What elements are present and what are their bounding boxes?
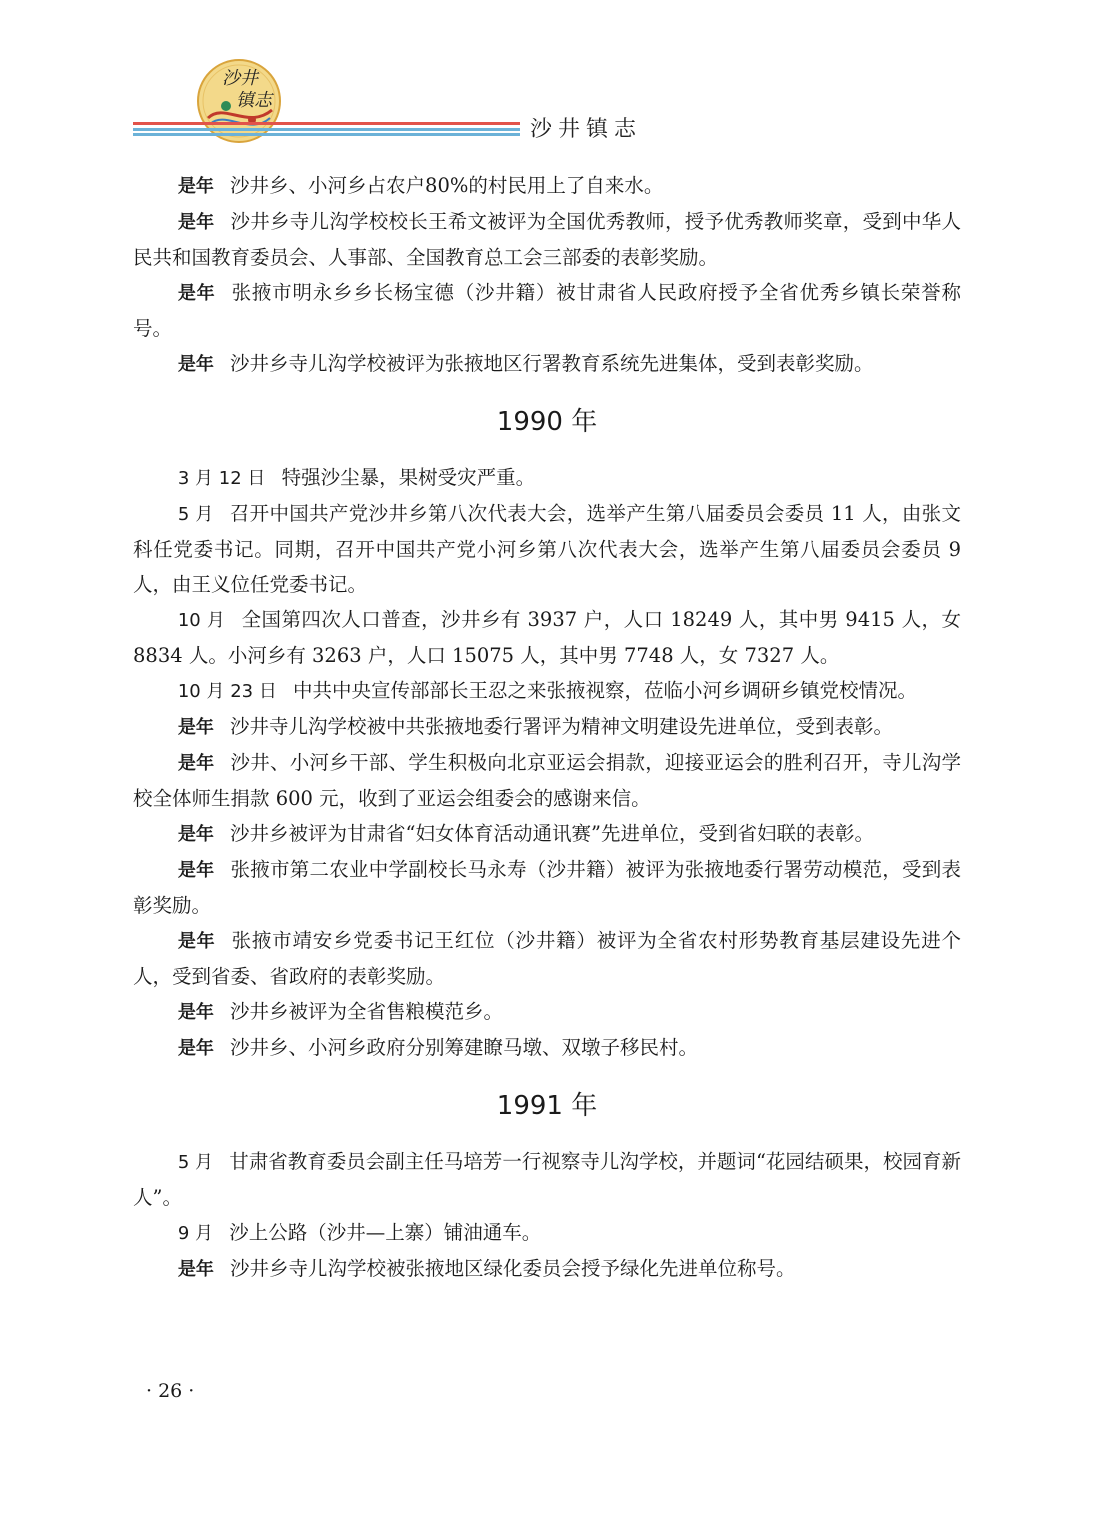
chronicle-entry xyxy=(133,602,961,673)
entry-year-tag: 是年 xyxy=(177,860,215,881)
entry-text: 沙井、小河乡干部、学生积极向北京亚运会捐款，迎接亚运会的胜利召开，寺儿沟学校全体师生捐款 600 元，收到了亚运会组委会的感谢来信。 xyxy=(133,751,961,810)
chronicle-entry xyxy=(133,204,961,275)
chronicle-entry xyxy=(133,168,961,204)
header-rule-blue xyxy=(133,128,520,131)
entry-text: 沙井乡、小河乡占农户80%的村民用上了自来水。 xyxy=(230,174,664,197)
chronicle-entry xyxy=(133,1215,961,1251)
entry-text: 沙井乡寺儿沟学校被张掖地区绿化委员会授予绿化先进单位称号。 xyxy=(230,1257,796,1280)
chronicle-entry xyxy=(133,275,961,346)
entry-text: 张掖市第二农业中学副校长马永寿（沙井籍）被评为张掖地委行署劳动模范，受到表彰奖励。 xyxy=(133,858,961,917)
page-header xyxy=(0,0,1093,150)
entry-text: 张掖市靖安乡党委书记王红位（沙井籍）被评为全省农村形势教育基层建设先进个人，受到省委、省政府的表彰奖励。 xyxy=(133,929,961,988)
entry-text: 特强沙尘暴，果树受灾严重。 xyxy=(281,466,536,489)
chronicle-content xyxy=(133,168,961,1287)
chronicle-entry xyxy=(133,496,961,602)
entry-date: 5 月 xyxy=(177,1152,214,1173)
chronicle-entry xyxy=(133,852,961,923)
entry-text: 全国第四次人口普查，沙井乡有 3937 户，人口 18249 人，其中男 9415 人，女 8834 人。小河乡有 3263 户，人口 15075 人，其中男 7748 人，女 7327 人。 xyxy=(133,608,961,667)
entry-text: 沙井乡被评为全省售粮模范乡。 xyxy=(230,1000,504,1023)
entry-text: 召开中国共产党沙井乡第八次代表大会，选举产生第八届委员会委员 11 人，由张文科任党委书记。同期，召开中国共产党小河乡第八次代表大会，选举产生第八届委员会委员 9 人，由王义位任党委书记。 xyxy=(133,502,961,596)
entry-date: 3 月 12 日 xyxy=(177,468,266,489)
entry-date: 10 月 xyxy=(177,610,226,631)
chronicle-entry xyxy=(133,709,961,745)
entry-year-tag: 是年 xyxy=(177,1002,214,1023)
entry-year-tag: 是年 xyxy=(177,354,214,375)
entry-year-tag: 是年 xyxy=(177,824,214,845)
entry-year-tag: 是年 xyxy=(177,753,215,774)
entry-text: 沙井乡寺儿沟学校校长王希文被评为全国优秀教师，授予优秀教师奖章，受到中华人民共和国教育委员会、人事部、全国教育总工会三部委的表彰奖励。 xyxy=(133,210,961,269)
entry-year-tag: 是年 xyxy=(177,931,216,952)
logo-text-line2: 镇志 xyxy=(236,90,272,111)
chronicle-entry xyxy=(133,460,961,496)
chronicle-entry xyxy=(133,745,961,816)
entry-date: 5 月 xyxy=(177,504,214,525)
entry-year-tag: 是年 xyxy=(177,176,214,197)
entry-text: 沙井寺儿沟学校被中共张掖地委行署评为精神文明建设先进单位，受到表彰。 xyxy=(230,715,894,738)
chronicle-entry xyxy=(133,816,961,852)
entry-text: 沙井乡被评为甘肃省“妇女体育活动通讯赛”先进单位，受到省妇联的表彰。 xyxy=(230,822,874,845)
entry-year-tag: 是年 xyxy=(177,283,216,304)
year-heading: 1991 年 xyxy=(496,1091,598,1121)
year-heading: 1990 年 xyxy=(496,407,598,437)
running-title: 沙井镇志 xyxy=(530,117,643,142)
page-number: · 26 · xyxy=(146,1380,195,1402)
header-rule-blue-2 xyxy=(133,133,520,136)
entry-year-tag: 是年 xyxy=(177,1038,214,1059)
chronicle-entry xyxy=(133,1251,961,1287)
entry-text: 沙井乡、小河乡政府分别筹建瞭马墩、双墩子移民村。 xyxy=(230,1036,699,1059)
chronicle-entry xyxy=(133,1030,961,1066)
chronicle-entry xyxy=(133,923,961,994)
entry-text: 沙上公路（沙井—上寨）铺油通车。 xyxy=(229,1221,542,1244)
entry-year-tag: 是年 xyxy=(177,1259,214,1280)
header-rule-red xyxy=(133,122,520,125)
entry-year-tag: 是年 xyxy=(177,212,215,233)
entry-text: 甘肃省教育委员会副主任马培芳一行视察寺儿沟学校，并题词“花园结硕果，校园育新人”。 xyxy=(133,1150,961,1209)
entry-text: 中共中央宣传部部长王忍之来张掖视察，莅临小河乡调研乡镇党校情况。 xyxy=(293,679,918,702)
chronicle-entry xyxy=(133,994,961,1030)
entry-date: 9 月 xyxy=(177,1223,214,1244)
entry-text: 沙井乡寺儿沟学校被评为张掖地区行署教育系统先进集体，受到表彰奖励。 xyxy=(230,352,874,375)
entry-text: 张掖市明永乡乡长杨宝德（沙井籍）被甘肃省人民政府授予全省优秀乡镇长荣誉称号。 xyxy=(133,281,961,340)
chronicle-entry xyxy=(133,673,961,709)
entry-date: 10 月 23 日 xyxy=(177,681,277,702)
chronicle-entry xyxy=(133,346,961,382)
entry-year-tag: 是年 xyxy=(177,717,214,738)
chronicle-entry xyxy=(133,1144,961,1215)
logo-text-line1: 沙井 xyxy=(222,68,258,89)
